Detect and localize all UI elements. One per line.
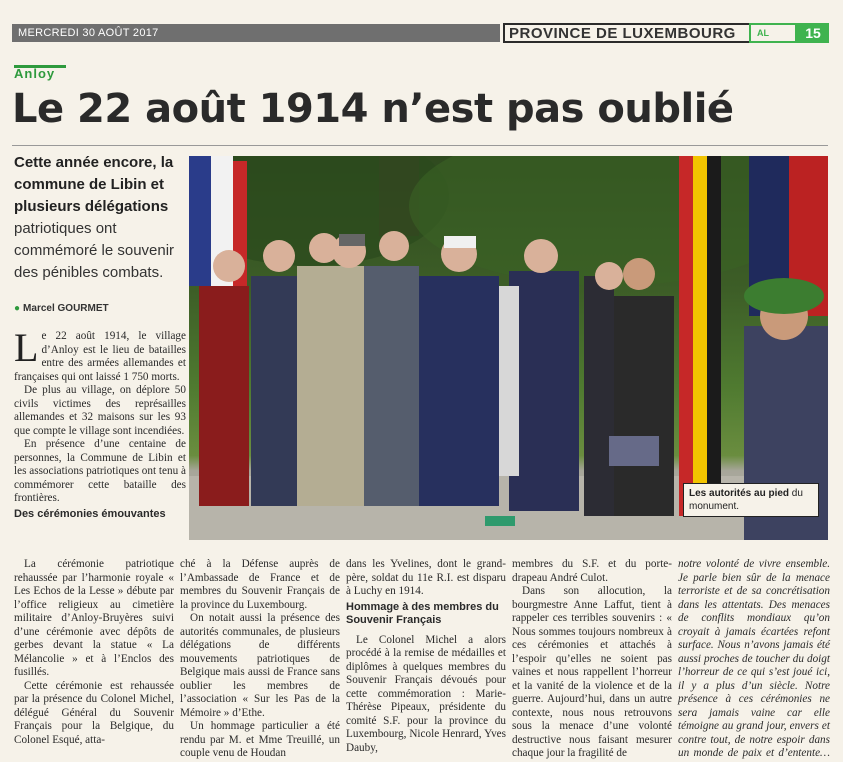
column-b1 <box>14 558 174 747</box>
paragraph: De plus au village, on déplore 50 civils victimes des représailles allemandes et 32 maisons sur les 93 que compte le village sont incendiées. <box>14 384 186 437</box>
column-1 <box>14 325 186 527</box>
column-b3 <box>346 558 506 755</box>
paragraph: notre volonté de vivre ensemble. Je parle bien sûr de la menace terroriste et de sa concrétisation dans les attentats. Des menaces de conflits mondiaux qu’on croyait à jamais écartées refont surface. Nous n’avons jamais été aussi proches de toucher du doigt l’horreur de ce qui s’est joué ici, il y a plus d’un siècle. Notre présence à ces cérémonies ne sera jamais vaine car elle témoigne au grand jour, envers et contre tout, de notre espoir dans un monde de paix et d’entente… <box>678 558 830 759</box>
paragraph: Un hommage particulier a été rendu par M. et Mme Treuillé, un couple venu de Houdan <box>180 720 340 759</box>
bullet-icon: ● <box>14 303 21 314</box>
paragraph: En présence d’une centaine de personnes, la Commune de Libin et les associations patriotiques ont tenu à commémorer cette bataille des frontières. <box>14 438 186 504</box>
lead <box>14 152 186 284</box>
paragraph: ché à la Défense auprès de l’Ambassade de France et de membres du Souvenir Français de la province du Luxembourg. <box>180 558 340 611</box>
headline: Le 22 août 1914 n’est pas oublié <box>12 86 734 132</box>
paragraph: On notait aussi la présence des autorités communales, de plusieurs délégations de différents mouvements patriotiques de Belgique mais aussi de France sans oublier les membres de l’association « Sur les Pas de la Mémoire » d’Ethe. <box>180 612 340 719</box>
lead-bold: Cette année encore, la commune de Libin et plusieurs délégations <box>14 154 174 215</box>
column-b5 <box>678 558 830 762</box>
photo-caption: Les autorités au pied du monument. <box>683 483 819 517</box>
author <box>14 303 109 314</box>
paragraph: Cette cérémonie est rehaussée par la présence du Colonel Michel, délégué Général du Souvenir Français pour la Belgique, du Colonel Esqué, atta- <box>14 679 174 746</box>
page-number: 15 <box>797 23 829 43</box>
dropcap: L <box>14 325 39 370</box>
subheading: Des cérémonies émouvantes <box>14 507 166 520</box>
section-title: PROVINCE DE LUXEMBOURG <box>503 23 749 43</box>
paragraph: La cérémonie patriotique rehaussée par l’harmonie royale « Les Echos de la Lesse » débute par l’office religieux au cimetière militaire d’Anloy-Bruyères suivi d’une cérémonie avec dépôts de gerbes devant la statue « La Mélancolie » et à l’Enclos des fusillés. <box>14 558 174 678</box>
edition-badge: AL <box>749 23 797 43</box>
paragraph: dans les Yvelines, dont le grand-père, soldat du 11e R.I. est disparu à Luchy en 1914. <box>346 558 506 597</box>
lead-rest: patriotiques ont commémoré le souvenir des pénibles combats. <box>14 220 175 281</box>
subheading: Hommage à des membres du Souvenir Français <box>346 600 499 626</box>
column-b4 <box>512 558 672 761</box>
divider <box>12 145 828 146</box>
paragraph: Dans son allocution, la bourgmestre Anne Laffut, tient à rappeler ces terribles souvenirs : « Nous sommes toujours nombreux à ces cérémonies et attachés à l’espoir qu’elles ne soient pas vaines et nous rappellent l’horreur et la vanité de la violence et de la guerre. Aujourd’hui, dans un autre contexte, nous nous retrouvons sous la menace d’une volonté destructive nous faisant mesurer chaque jour la fragilité de <box>512 585 672 759</box>
paragraph: Le Colonel Michel a alors procédé à la remise de médailles et diplômes à quelques membres du Souvenir Français dévoués pour cette commémoration : Marie-Thérèse Pipeaux, présidente du comité S.F. pour la province du Luxembourg, Nicole Henrard, Yves Dauby, <box>346 633 506 754</box>
rubric: Anloy <box>14 66 56 81</box>
paragraph: membres du S.F. et du porte-drapeau André Culot. <box>512 558 672 584</box>
header-date: MERCREDI 30 AOÛT 2017 <box>12 24 500 42</box>
column-b2 <box>180 558 340 761</box>
author-name: Marcel GOURMET <box>23 303 109 314</box>
paragraph: Le 22 août 1914, le village d’Anloy est le lieu de batailles entre des armées allemandes et françaises qui ont laissé 1 750 morts. <box>14 325 186 383</box>
